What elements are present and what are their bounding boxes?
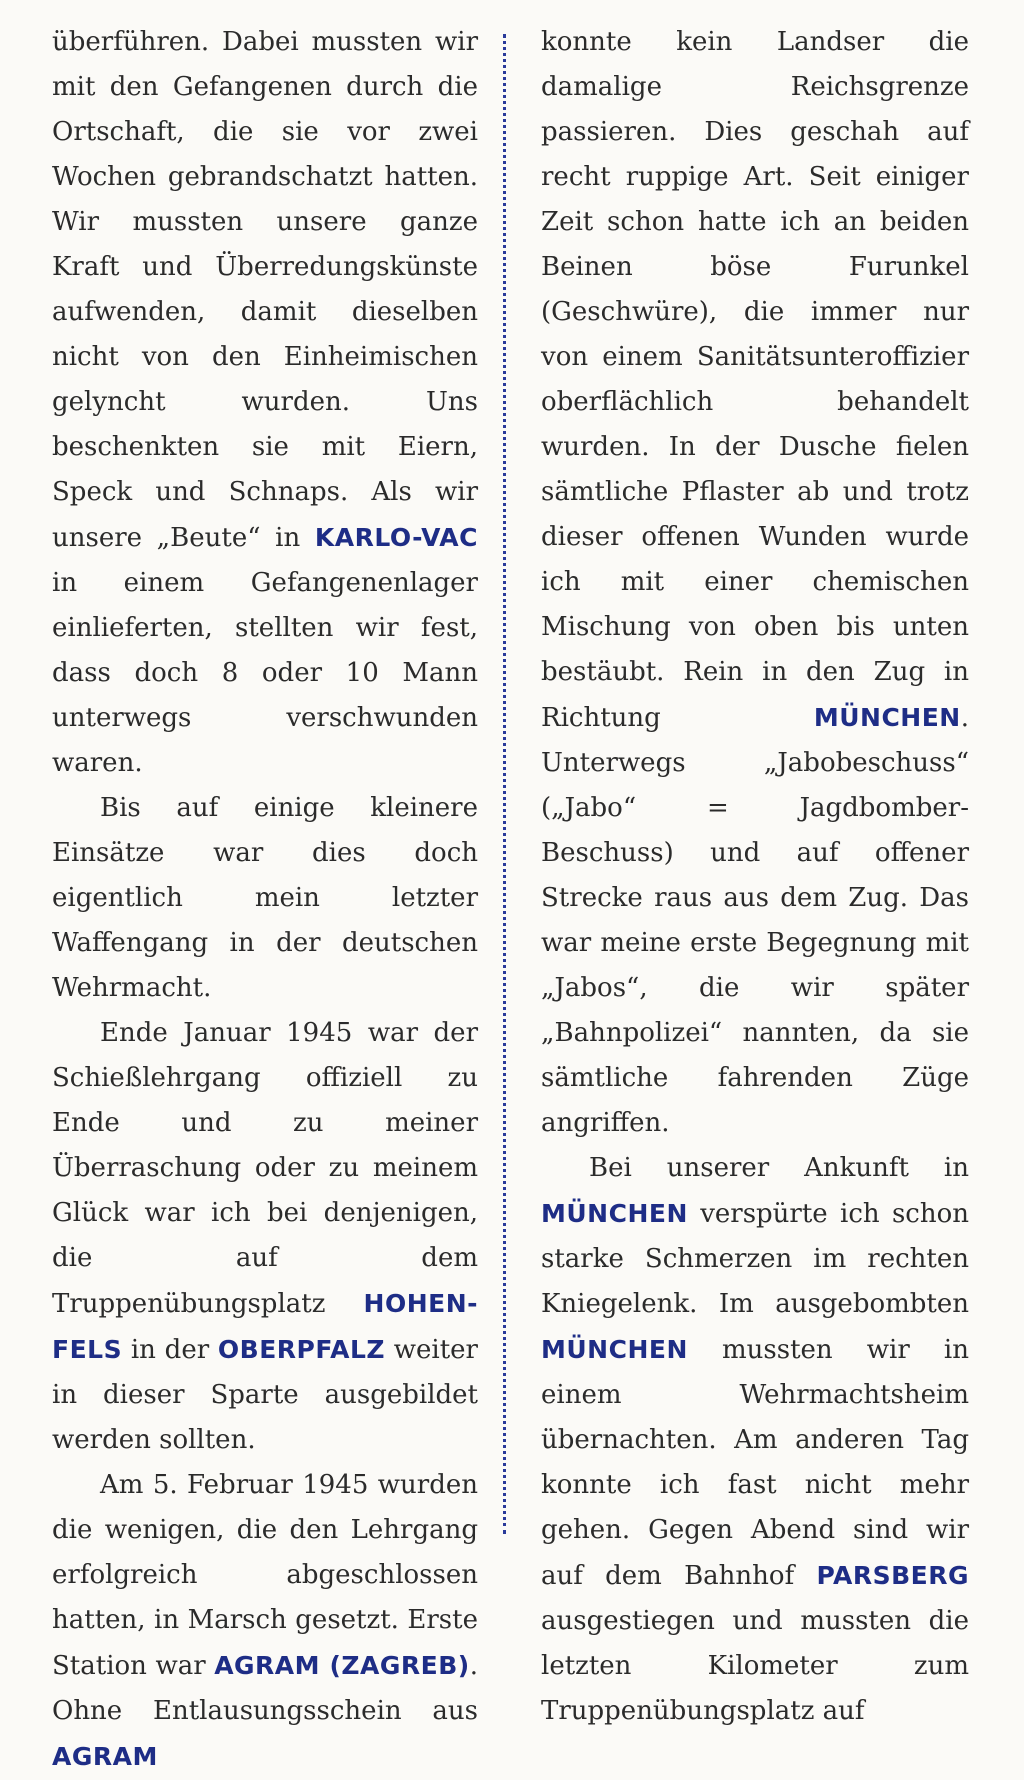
place-name: KARLO-VAC	[314, 523, 478, 552]
place-name: HOHEN-FELS	[52, 1289, 478, 1364]
paragraph	[52, 1463, 478, 1780]
text-run: Bis auf einige kleinere Einsätze war dies doch eigentlich mein letzter Waffengang in der deutschen Wehrmacht.	[52, 793, 478, 1003]
place-name: PARSBERG	[816, 1561, 969, 1590]
dotted-column-divider	[503, 34, 506, 1534]
text-run: überführen. Dabei mussten wir mit den Gefangenen durch die Ortschaft, die sie vor zwei Wochen gebrandschatzt hatten. Wir mussten unsere ganze Kraft und Überredungskünste aufwenden, damit dieselben nicht von den Einheimischen gelyncht wurden. Uns beschenkten sie mit Eiern, Speck und Schnaps. Als wir unsere „Beute“ in	[52, 27, 478, 553]
text-run: Ende Januar 1945 war der Schießlehrgang offiziell zu Ende und zu meiner Überraschung oder zu meinem Glück war ich bei denjenigen, die auf dem Truppenübungsplatz	[52, 1018, 478, 1319]
paragraph	[541, 20, 969, 1146]
text-run: verspürte ich schon starke Schmerzen im rechten Kniegelenk. Im ausgebombten	[541, 1199, 969, 1319]
place-name: MÜNCHEN	[541, 1335, 688, 1364]
left-column	[52, 20, 478, 1780]
paragraph	[52, 1011, 478, 1463]
place-name: MÜNCHEN	[541, 1199, 688, 1228]
place-name: MÜNCHEN	[813, 703, 961, 732]
text-run: weiter in dieser Sparte ausgebildet werden sollten.	[52, 1335, 478, 1455]
place-name: AGRAM	[52, 1742, 158, 1771]
right-column	[541, 20, 969, 1734]
paragraph	[52, 786, 478, 1011]
text-run: . Unterwegs „Jabobeschuss“ („Jabo“ = Jagdbomber-Beschuss) und auf offener Strecke raus aus dem Zug. Das war meine erste Begegnung mit „Jabos“, die wir später „Bahnpolizei“ nannten, da sie sämtliche fahrenden Züge angriffen.	[541, 703, 969, 1138]
paragraph	[541, 1146, 969, 1734]
place-name: OBERPFALZ	[217, 1335, 385, 1364]
text-run: in einem Gefangenenlager einlieferten, stellten wir fest, dass doch 8 oder 10 Mann unterwegs verschwunden waren.	[52, 568, 478, 778]
text-run: in der	[122, 1335, 218, 1365]
paragraph	[52, 20, 478, 786]
text-run: mussten wir in einem Wehrmachtsheim übernachten. Am anderen Tag konnte ich fast nicht mehr gehen. Gegen Abend sind wir auf dem Bahnhof	[541, 1335, 969, 1591]
text-run: Bei unserer Ankunft in	[589, 1153, 969, 1183]
text-run: ausgestiegen und mussten die letzten Kilometer zum Truppenübungsplatz auf	[541, 1606, 969, 1726]
text-run: konnte kein Landser die damalige Reichsgrenze passieren. Dies geschah auf recht ruppige Art. Seit einiger Zeit schon hatte ich an beiden Beinen böse Furunkel (Geschwüre), die immer nur von einem Sanitätsunteroffizier oberflächlich behandelt wurden. In der Dusche fielen sämtliche Pflaster ab und trotz dieser offenen Wunden wurde ich mit einer chemischen Mischung von oben bis unten bestäubt. Rein in den Zug in Richtung	[541, 27, 969, 733]
text-run: . Ohne Entlausungsschein aus	[52, 1651, 479, 1726]
place-name: AGRAM (ZAGREB)	[214, 1651, 470, 1680]
text-run: Am 5. Februar 1945 wurden die wenigen, die den Lehrgang erfolgreich abgeschlossen hatten, in Marsch gesetzt. Erste Station war	[52, 1470, 478, 1681]
